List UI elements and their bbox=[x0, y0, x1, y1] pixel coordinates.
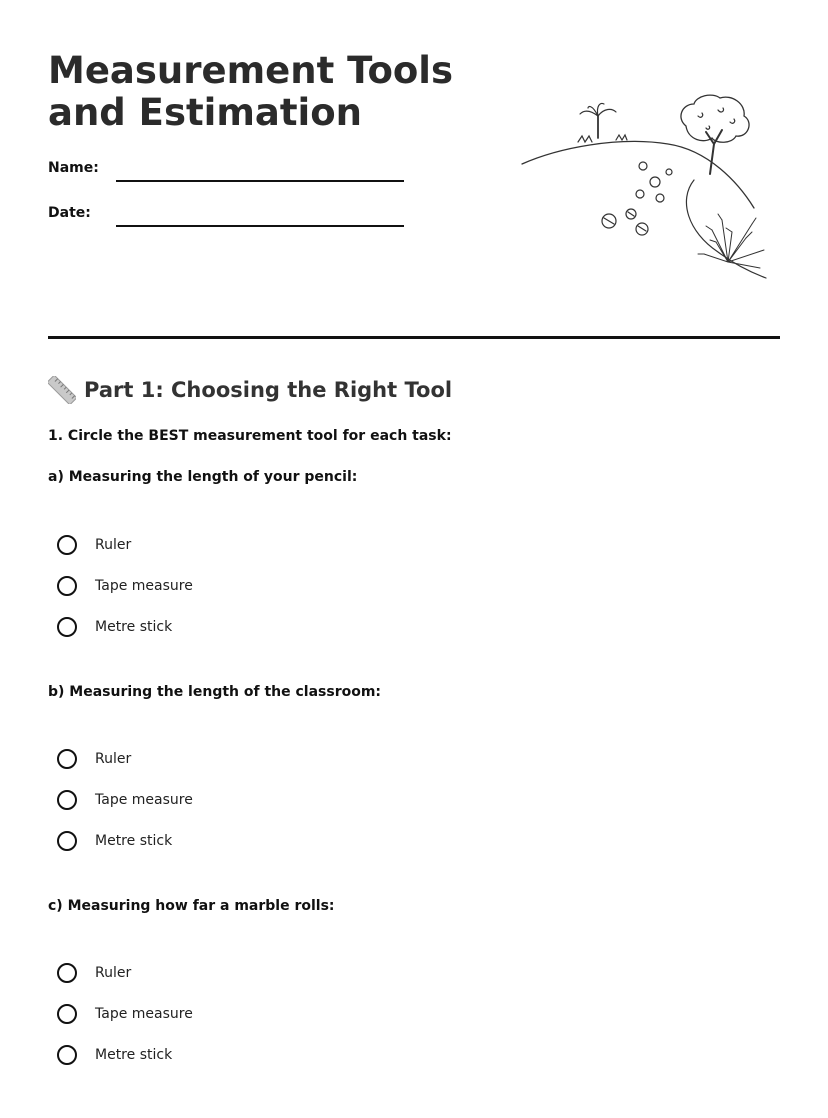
question-b: b) Measuring the length of the classroom: bbox=[48, 684, 382, 700]
radio-circle[interactable] bbox=[57, 1004, 77, 1024]
radio-circle[interactable] bbox=[57, 831, 77, 851]
ruler-icon bbox=[48, 376, 76, 404]
option-metre-stick[interactable] bbox=[57, 828, 172, 854]
part1-heading bbox=[48, 374, 452, 406]
option-ruler[interactable] bbox=[57, 532, 131, 558]
date-label: Date: bbox=[48, 205, 91, 221]
part1-title: Part 1: Choosing the Right Tool bbox=[84, 378, 453, 402]
option-label: Ruler bbox=[95, 537, 132, 553]
option-label: Ruler bbox=[95, 965, 132, 981]
name-label: Name: bbox=[48, 160, 99, 176]
option-label: Tape measure bbox=[95, 1006, 193, 1022]
option-label: Tape measure bbox=[95, 792, 193, 808]
radio-circle[interactable] bbox=[57, 963, 77, 983]
option-label: Metre stick bbox=[95, 619, 173, 635]
part1-instruction: 1. Circle the BEST measurement tool for each task: bbox=[48, 428, 452, 444]
option-label: Metre stick bbox=[95, 1047, 173, 1063]
radio-circle[interactable] bbox=[57, 576, 77, 596]
option-metre-stick[interactable] bbox=[57, 614, 172, 640]
question-a: a) Measuring the length of your pencil: bbox=[48, 469, 358, 485]
option-tape-measure[interactable] bbox=[57, 573, 193, 599]
option-label: Ruler bbox=[95, 751, 132, 767]
question-c: c) Measuring how far a marble rolls: bbox=[48, 898, 335, 914]
radio-circle[interactable] bbox=[57, 749, 77, 769]
worksheet-title: Measurement Tools and Estimation bbox=[48, 49, 454, 134]
radio-circle[interactable] bbox=[57, 790, 77, 810]
option-tape-measure[interactable] bbox=[57, 1001, 193, 1027]
option-tape-measure[interactable] bbox=[57, 787, 193, 813]
date-line[interactable] bbox=[116, 225, 404, 227]
radio-circle[interactable] bbox=[57, 617, 77, 637]
option-ruler[interactable] bbox=[57, 746, 131, 772]
radio-circle[interactable] bbox=[57, 535, 77, 555]
radio-circle[interactable] bbox=[57, 1045, 77, 1065]
option-ruler[interactable] bbox=[57, 960, 131, 986]
option-metre-stick[interactable] bbox=[57, 1042, 172, 1068]
section-divider bbox=[48, 336, 780, 339]
option-label: Tape measure bbox=[95, 578, 193, 594]
hillside-illustration bbox=[518, 92, 770, 284]
name-line[interactable] bbox=[116, 180, 404, 182]
option-label: Metre stick bbox=[95, 833, 173, 849]
